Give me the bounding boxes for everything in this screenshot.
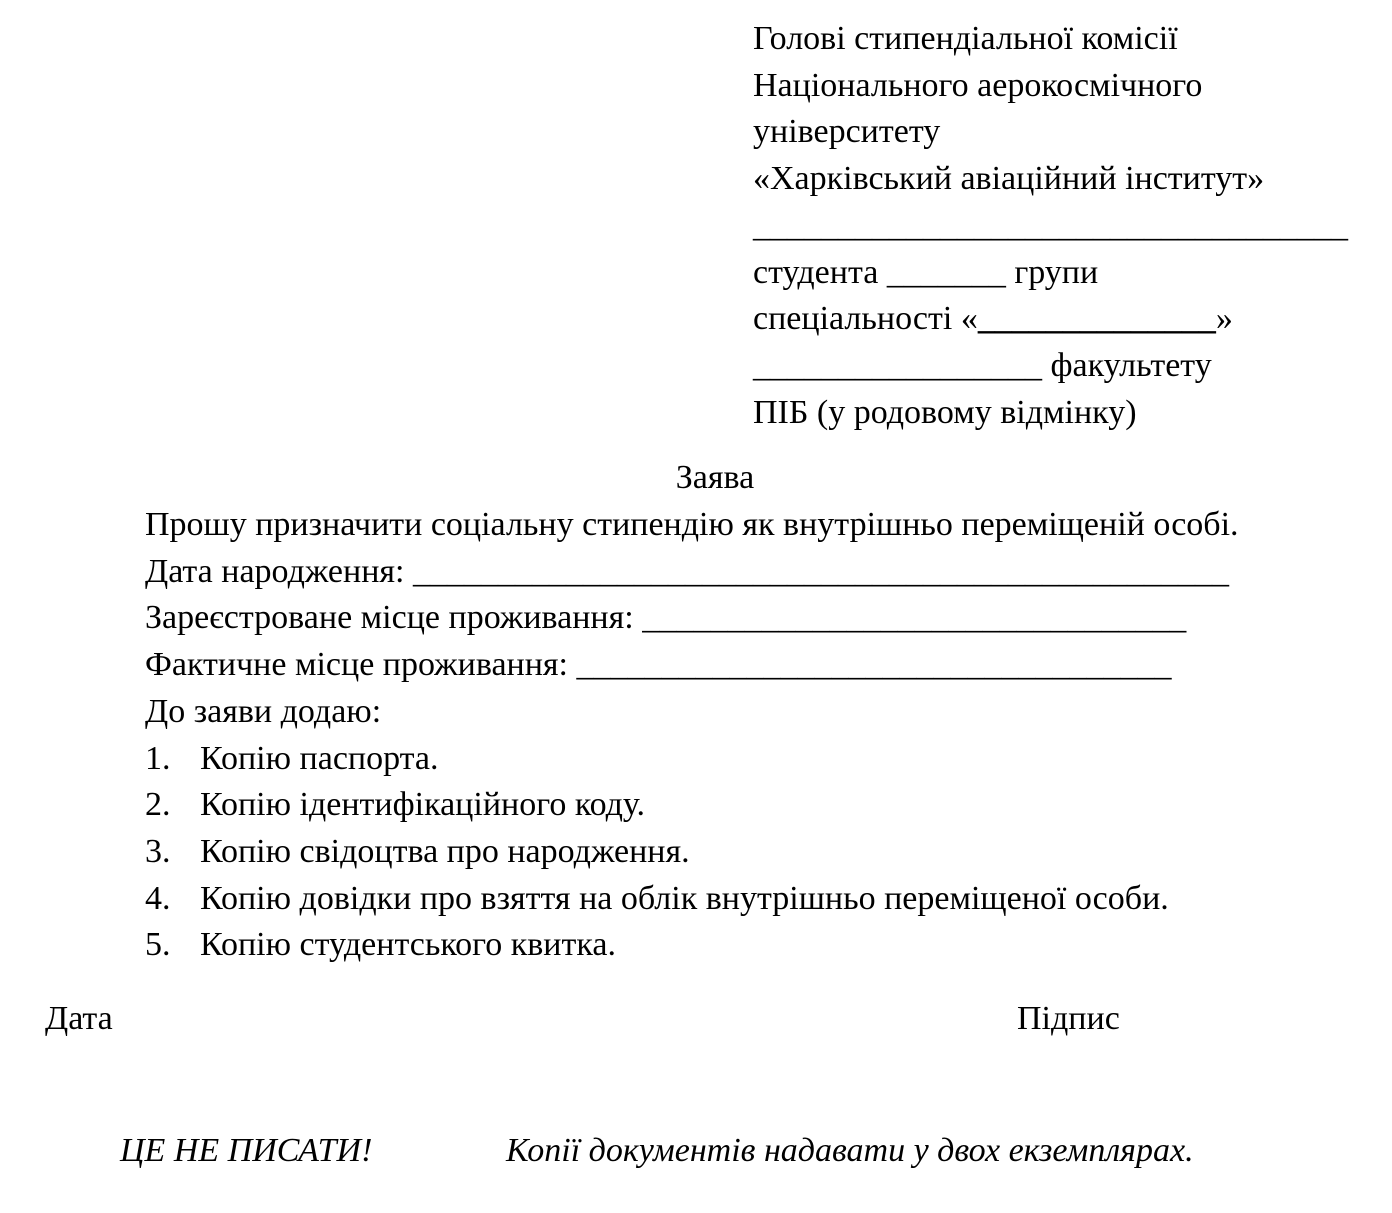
document-title: Заява xyxy=(675,459,755,496)
list-number: 1. xyxy=(145,739,171,777)
date-label: Дата xyxy=(45,1000,113,1037)
list-item-text: Копію довідки про взяття на облік внутрішньо переміщеної особи. xyxy=(200,879,1169,917)
name-hint: ПІБ (у родовому відмінку) xyxy=(753,393,1137,431)
applicant-name-blank: ___________________________________ xyxy=(753,206,1348,244)
do-not-write-warning: ЦЕ НЕ ПИСАТИ! xyxy=(120,1132,373,1169)
list-item-text: Копію студентського квитка. xyxy=(200,926,616,964)
registered-address-label: Зареєстроване місце проживання: xyxy=(145,599,643,637)
recipient-block xyxy=(753,16,1378,436)
attachment-item-birth-certificate xyxy=(145,829,1385,876)
specialty-close-quote: » xyxy=(1215,300,1233,338)
faculty-line xyxy=(753,343,1378,390)
birth-date-blank: ________________________________________________ xyxy=(412,552,1229,590)
actual-address-line xyxy=(145,642,1385,689)
attachment-item-passport xyxy=(145,736,1385,783)
list-number: 4. xyxy=(145,879,171,917)
specialty-label: спеціальності « xyxy=(753,300,978,338)
list-number: 2. xyxy=(145,786,171,824)
student-label: студента xyxy=(753,253,887,291)
list-item-text: Копію ідентифікаційного коду. xyxy=(200,786,646,824)
faculty-label: факультету xyxy=(1042,346,1212,384)
faculty-blank: _________________ xyxy=(753,346,1042,384)
group-blank: _______ xyxy=(886,253,1006,291)
birth-date-line xyxy=(145,549,1385,596)
attachments-heading: До заяви додаю: xyxy=(145,692,382,730)
attachment-item-student-card xyxy=(145,922,1385,969)
specialty-line xyxy=(753,296,1378,343)
recipient-line-university-1: Національного аерокосмічного xyxy=(753,66,1203,104)
document-body xyxy=(145,502,1385,969)
list-item-text: Копію свідоцтва про народження. xyxy=(200,832,690,870)
registered-address-blank: ________________________________ xyxy=(642,599,1187,637)
actual-address-blank: ___________________________________ xyxy=(576,646,1172,684)
list-number: 5. xyxy=(145,926,171,964)
recipient-line-committee: Голові стипендіальної комісії xyxy=(753,20,1178,57)
student-group-line xyxy=(753,250,1378,297)
group-label: групи xyxy=(1005,253,1099,291)
list-item-text: Копію паспорта. xyxy=(200,739,439,777)
request-statement: Прошу призначити соціальну стипендію як внутрішньо переміщеній особі. xyxy=(145,506,1239,543)
birth-date-label: Дата народження: xyxy=(145,552,413,590)
copies-instruction: Копії документів надавати у двох екземплярах. xyxy=(506,1132,1194,1169)
signature-label: Підпис xyxy=(1017,1000,1120,1037)
list-number: 3. xyxy=(145,832,171,870)
attachment-item-id-code xyxy=(145,782,1385,829)
specialty-blank: ______________ xyxy=(977,300,1216,338)
recipient-line-institute: «Харківський авіаційний інститут» xyxy=(753,160,1265,198)
attachment-item-idp-certificate xyxy=(145,876,1385,923)
registered-address-line xyxy=(145,595,1385,642)
actual-address-label: Фактичне місце проживання: xyxy=(145,646,577,684)
recipient-line-university-2: університету xyxy=(753,113,941,151)
